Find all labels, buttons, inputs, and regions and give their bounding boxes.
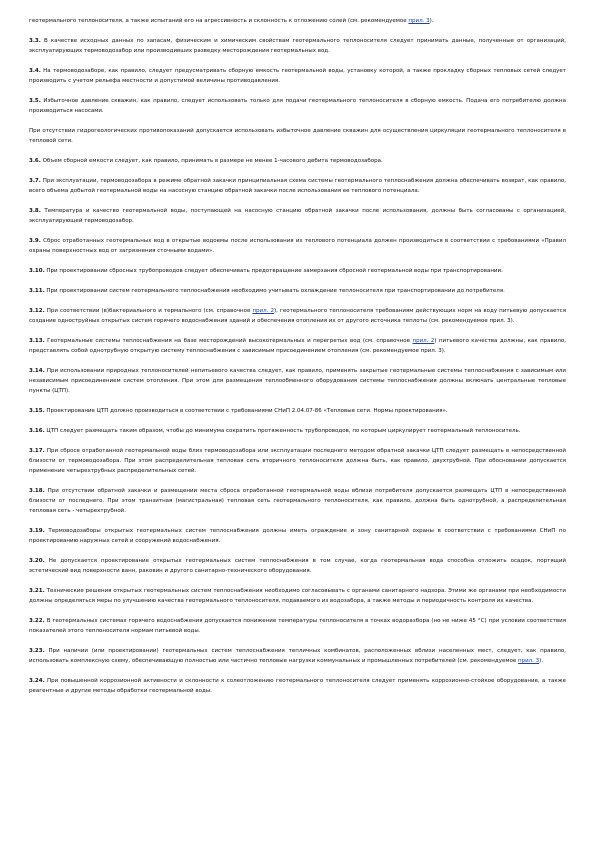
- paragraph-text: При сбросе отработанной геотермальной воды близ термоводозабора или эксплуатации последнего методом обратной закачки ЦТП следует размещать в непосредственной близости от термоводозабора. При этом распределительная тепловая сеть вторичного теплоносителя должна быть, как правило, двухтрубной. При обосновании допускается применение четырехтрубных распределительных сетей.: [29, 448, 566, 474]
- paragraph-text: Геотермальные системы теплоснабжения на базе месторождений высокотермальных и перегретых вод (см. справочное: [47, 338, 413, 344]
- paragraph-3-8: [29, 206, 566, 226]
- paragraph-3-17: [29, 446, 566, 476]
- paragraph-number: 3.17.: [29, 448, 45, 454]
- appendix-3-link[interactable]: прил. 3: [517, 658, 540, 664]
- paragraph-text: Температура и качество геотермальной воды, поступающей на насосную станцию обратной закачки после использования, должны быть согласованы с организацией, эксплуатирующей термоводозабор.: [29, 208, 567, 224]
- appendix-2-link[interactable]: прил. 2: [252, 308, 274, 314]
- paragraph-intro-continuation: [29, 16, 566, 26]
- paragraph-3-16: [29, 426, 566, 436]
- paragraph-3-22: [29, 616, 566, 636]
- paragraph-3-15: [29, 406, 566, 416]
- paragraph-3-18: [29, 486, 566, 516]
- paragraph-text: Технические решения открытых геотермальных систем теплоснабжения необходимо согласовывать с органами санитарного надзора. Этими же органами при необходимости должны определяться меры по улучшению качества геотермального теплоносителя, подаваемого из водозабора, а также методы и периодичность контроля их качества.: [29, 588, 567, 604]
- appendix-2-link[interactable]: прил. 2: [412, 338, 435, 344]
- paragraph-text: Проектирование ЦТП должно производиться в соответствии с требованиями СНиП 2.04.07-86 «Тепловые сети. Нормы проектирования».: [46, 408, 448, 414]
- paragraph-3-12: [29, 306, 566, 326]
- paragraph-number: 3.9.: [29, 238, 41, 244]
- paragraph-3-5-note: [29, 126, 566, 146]
- paragraph-number: 3.16.: [29, 428, 45, 434]
- paragraph-number: 3.13.: [29, 338, 45, 344]
- paragraph-text: При повышенной коррозионной активности и склонности к солеотложению геотермального теплоносителя следует применять коррозионно-стойкое оборудование, а также реагентные и другие методы обработки геотермальной воды.: [29, 678, 566, 694]
- paragraph-text: При проектировании систем геотермального теплоснабжения необходимо учитывать охлаждение теплоносителя при транспортировании до потребителя.: [46, 288, 505, 294]
- paragraph-number: 3.24.: [29, 678, 45, 684]
- paragraph-number: 3.7.: [29, 178, 41, 184]
- paragraph-3-5: [29, 96, 566, 116]
- paragraph-text: При эксплуатации, термоводозабора в режиме обратной закачки принципиальная схема системы геотермального теплоснабжения должна обеспечивать возврат, как правило, всего объема добытой геотермальной воды на насосную станцию обратной закачки после использования ее теплового потенциала.: [29, 178, 567, 194]
- paragraph-3-3: [29, 36, 566, 56]
- paragraph-number: 3.19.: [29, 528, 45, 534]
- paragraph-text-tail: ) питьевого качества должны, как правило, представлять собой однотрубную открытую систему теплоснабжения с зависимым присоединением отопления (см. рекомендуемое прил. 3).: [29, 338, 566, 354]
- paragraph-text: При соответствии (в)бактериального и термального (см. справочное: [46, 308, 253, 314]
- paragraph-text: Термоводозаборы открытых геотермальных систем теплоснабжения должны иметь ограждение и зону санитарной охраны в соответствии с требованиями СНиП по проектированию наружных сетей и сооружений водоснабжения.: [29, 528, 566, 544]
- paragraph-text-tail: ).: [429, 18, 434, 24]
- paragraph-text: При использовании природных теплоносителей непитьевого качества следует, как правило, применять закрытые геотермальные системы теплоснабжения с зависимым или независимым присоединением систем отопления. При этом для размещения теплообменного оборудования системы теплоснабжения должны включать центральные тепловые пункты (ЦТП).: [29, 368, 566, 394]
- paragraph-text: Объем сборной емкости следует, как правило, принимать в размере не менее 1-часового дебита термоводозабора.: [42, 158, 383, 164]
- paragraph-text: При отсутствии гидрогеологических противопоказаний допускается использовать избыточное давление скважин для осуществления циркуляции геотермального теплоносителя в тепловой сети.: [29, 128, 566, 144]
- paragraph-number: 3.20.: [29, 558, 45, 564]
- paragraph-3-19: [29, 526, 566, 546]
- paragraph-number: 3.10.: [29, 268, 45, 274]
- paragraph-3-9: [29, 236, 566, 256]
- paragraph-3-21: [29, 586, 566, 606]
- paragraph-text: На термоводозаборе, как правило, следует предусматривать сборную емкость геотермальной воды, установку которой, а также прокладку сборных тепловых сетей следует производить с учетом рельефа местности и допустимой величины противодавления.: [29, 68, 567, 84]
- paragraph-3-10: [29, 266, 566, 276]
- paragraph-text-tail: ), геотермального теплоносителя требованиям действующих норм на воду питьевую допускается создание одноструйных открытых систем горячего водоснабжения зданий и обеспечения отопления их от другого источника теплоты (см. рекомендуемое прил. 3).: [29, 308, 567, 324]
- paragraph-number: 3.11.: [29, 288, 45, 294]
- paragraph-3-6: [29, 156, 566, 166]
- paragraph-number: 3.22.: [29, 618, 45, 624]
- paragraph-3-11: [29, 286, 566, 296]
- appendix-3-link[interactable]: прил. 3: [408, 18, 430, 24]
- paragraph-3-7: [29, 176, 566, 196]
- paragraph-number: 3.14.: [29, 368, 45, 374]
- paragraph-3-4: [29, 66, 566, 86]
- paragraph-number: 3.21.: [29, 588, 45, 594]
- paragraph-text: В геотермальных системах горячего водоснабжения допускается понижение температуры теплоносителя в точках водоразбора (но не ниже 45 °С) при условии соответствия показателей этого теплоносителя нормам питьевой воды.: [29, 618, 567, 634]
- paragraph-number: 3.4.: [29, 68, 41, 74]
- paragraph-text: При проектировании сбросных трубопроводов следует обеспечивать предотвращение замерзания сбросной геотермальной воды при транспортировании.: [46, 268, 503, 274]
- paragraph-number: 3.23.: [29, 648, 45, 654]
- paragraph-text: При наличии (или проектировании) геотермальных систем теплоснабжения тепличных комбинатов, расположенных вблизи населенных мест, следует, как правило, использовать комплексную схему, обеспечивающую полностью или частично тепловые нагрузки коммунальных и промышленных потребителей (см. рекомендуемое: [29, 648, 566, 664]
- paragraph-3-23: [29, 646, 566, 666]
- paragraph-text: Избыточное давление скважин, как правило, следует использовать только для подачи геотермального теплоносителя в сборную емкость. Подача его потребителю должна производиться насосами.: [29, 98, 567, 114]
- paragraph-number: 3.3.: [29, 38, 41, 44]
- paragraph-number: 3.5.: [29, 98, 41, 104]
- paragraph-3-13: [29, 336, 566, 356]
- paragraph-text: При отсутствии обратной закачки и размещении места сброса отработанной геотермальной воды вблизи потребителя допускается размещать ЦТП в непосредственной близости от последнего. При этом транзитная (магистральная) тепловая сеть геотермального теплоносителя, как правило, должна быть однотрубной, а распределительная тепловая сеть - четырехтрубной.: [29, 488, 566, 514]
- paragraph-number: 3.12.: [29, 308, 45, 314]
- paragraph-3-24: [29, 676, 566, 696]
- paragraph-3-20: [29, 556, 566, 576]
- paragraph-number: 3.18.: [29, 488, 45, 494]
- paragraph-3-14: [29, 366, 566, 396]
- paragraph-text: Сброс отработанных геотермальных вод в открытые водоемы после использования их теплового потенциала должен производиться в соответствии с требованиями «Правил охраны поверхностных вод от загрязнения сточными водами».: [29, 238, 566, 254]
- paragraph-text-tail: ).: [539, 658, 544, 664]
- paragraph-number: 3.15.: [29, 408, 45, 414]
- paragraph-text: геотермального теплоносителя, а также испытаний его на агрессивность и склонность к отложению солей (см. рекомендуемое: [29, 18, 409, 24]
- paragraph-number: 3.8.: [29, 208, 41, 214]
- paragraph-text: В качестве исходных данных по запасам, физическим и химическим свойствам геотермального теплоносителя следует принимать данные, полученные от организаций, эксплуатирующих термоводозабор или производивших разведку месторождения геотермальных вод.: [29, 38, 566, 54]
- paragraph-number: 3.6.: [29, 158, 41, 164]
- paragraph-text: ЦТП следует размещать таким образом, чтобы до минимума сократить протяженность трубопроводов, по которым циркулирует геотермальный теплоноситель.: [46, 428, 521, 434]
- paragraph-text: Не допускается проектирование открытых геотермальных систем теплоснабжения в том случае, когда геотермальная вода способна отложить осадок, портящий эстетический вид поверхности ванн, раковин и другого санитарно-технического оборудования.: [29, 558, 567, 574]
